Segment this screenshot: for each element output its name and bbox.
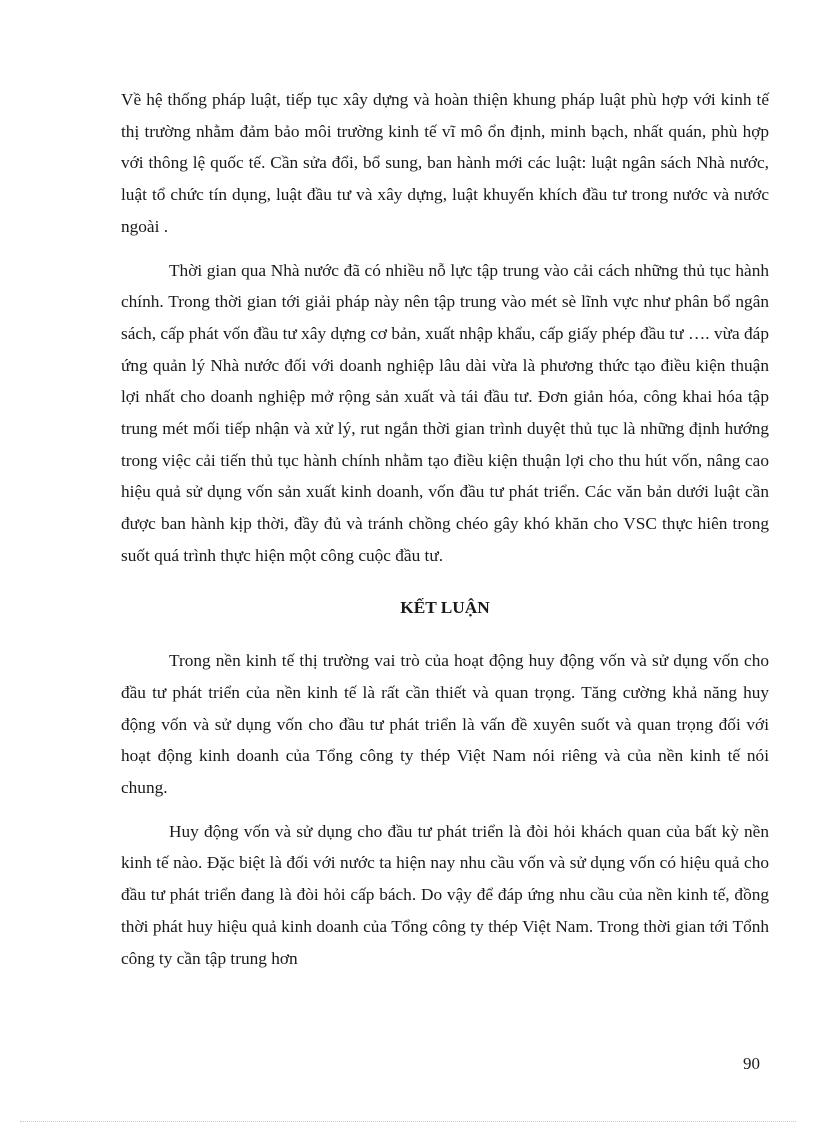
paragraph-legal-system: Về hệ thống pháp luật, tiếp tục xây dựng và hoàn thiện khung pháp luật phù hợp với kinh tế thị trường nhằm đảm bảo môi trường kinh tế vĩ mô ổn định, minh bạch, nhất quán, phù hợp với thông lệ quốc tế. Cần sửa đổi, bổ sung, ban hành mới các luật: luật ngân sách Nhà nước, luật tổ chức tín dụng, luật đầu tư và xây dựng, luật khuyến khích đầu tư trong nước và nước ngoài . <box>121 90 769 236</box>
document-body <box>121 84 769 974</box>
paragraph-conclusion-role: Trong nền kinh tế thị trường vai trò của hoạt động huy động vốn và sử dụng vốn cho đầu tư phát triển của nền kinh tế là rất cần thiết và quan trọng. Tăng cường khả năng huy động vốn và sử dụng vốn cho đầu tư phát triển là vấn đề xuyên suốt và quan trọng đối với hoạt động kinh doanh của Tổng công ty thép Việt Nam nói riêng và của nền kinh tế nói chung. <box>121 651 769 798</box>
page-bottom-divider <box>20 1121 796 1122</box>
paragraph-administrative-reform: Thời gian qua Nhà nước đã có nhiều nỗ lực tập trung vào cải cách những thủ tục hành chính. Trong thời gian tới giải pháp này nên tập trung vào mét sè lĩnh vực như phân bổ ngân sách, cấp phát vốn đầu tư xây dựng cơ bản, xuất nhập khẩu, cấp giấy phép đầu tư …. vừa đáp ứng quản lý Nhà nước đối với doanh nghiệp lâu dài vừa là phương thức tạo điều kiện thuận lợi nhất cho doanh nghiệp mở rộng sản xuất và tái đầu tư. Đơn giản hóa, công khai hóa tập trung mét mối tiếp nhận và xử lý, rut ngắn thời gian trình duyệt thủ tục là những định hướng trong việc cải tiến thủ tục hành chính nhằm tạo điều kiện thuận lợi cho thu hút vốn, nâng cao hiệu quả sử dụng vốn sản xuất kinh doanh, vốn đầu tư phát triển. Các văn bản dưới luật cần được ban hành kịp thời, đầy đủ và tránh chồng chéo gây khó khăn cho VSC thực hiên trong suốt quá trình thực hiện một công cuộc đầu tư. <box>121 260 769 565</box>
page-number: 90 <box>743 1054 760 1073</box>
paragraph-conclusion-requirement: Huy động vốn và sử dụng cho đầu tư phát triển là đòi hỏi khách quan của bất kỳ nền kinh tế nào. Đặc biệt là đối với nước ta hiện nay nhu cầu vốn và sử dụng vốn có hiệu quả cho đầu tư phát triển đang là đòi hỏi cấp bách. Do vậy để đáp ứng nhu cầu của nền kinh tế, đồng thời phát huy hiệu quả kinh doanh của Tổng công ty thép Việt Nam. Trong thời gian tới Tổnh công ty cần tập trung hơn <box>121 821 769 968</box>
conclusion-heading: KẾT LUẬN <box>400 597 490 617</box>
